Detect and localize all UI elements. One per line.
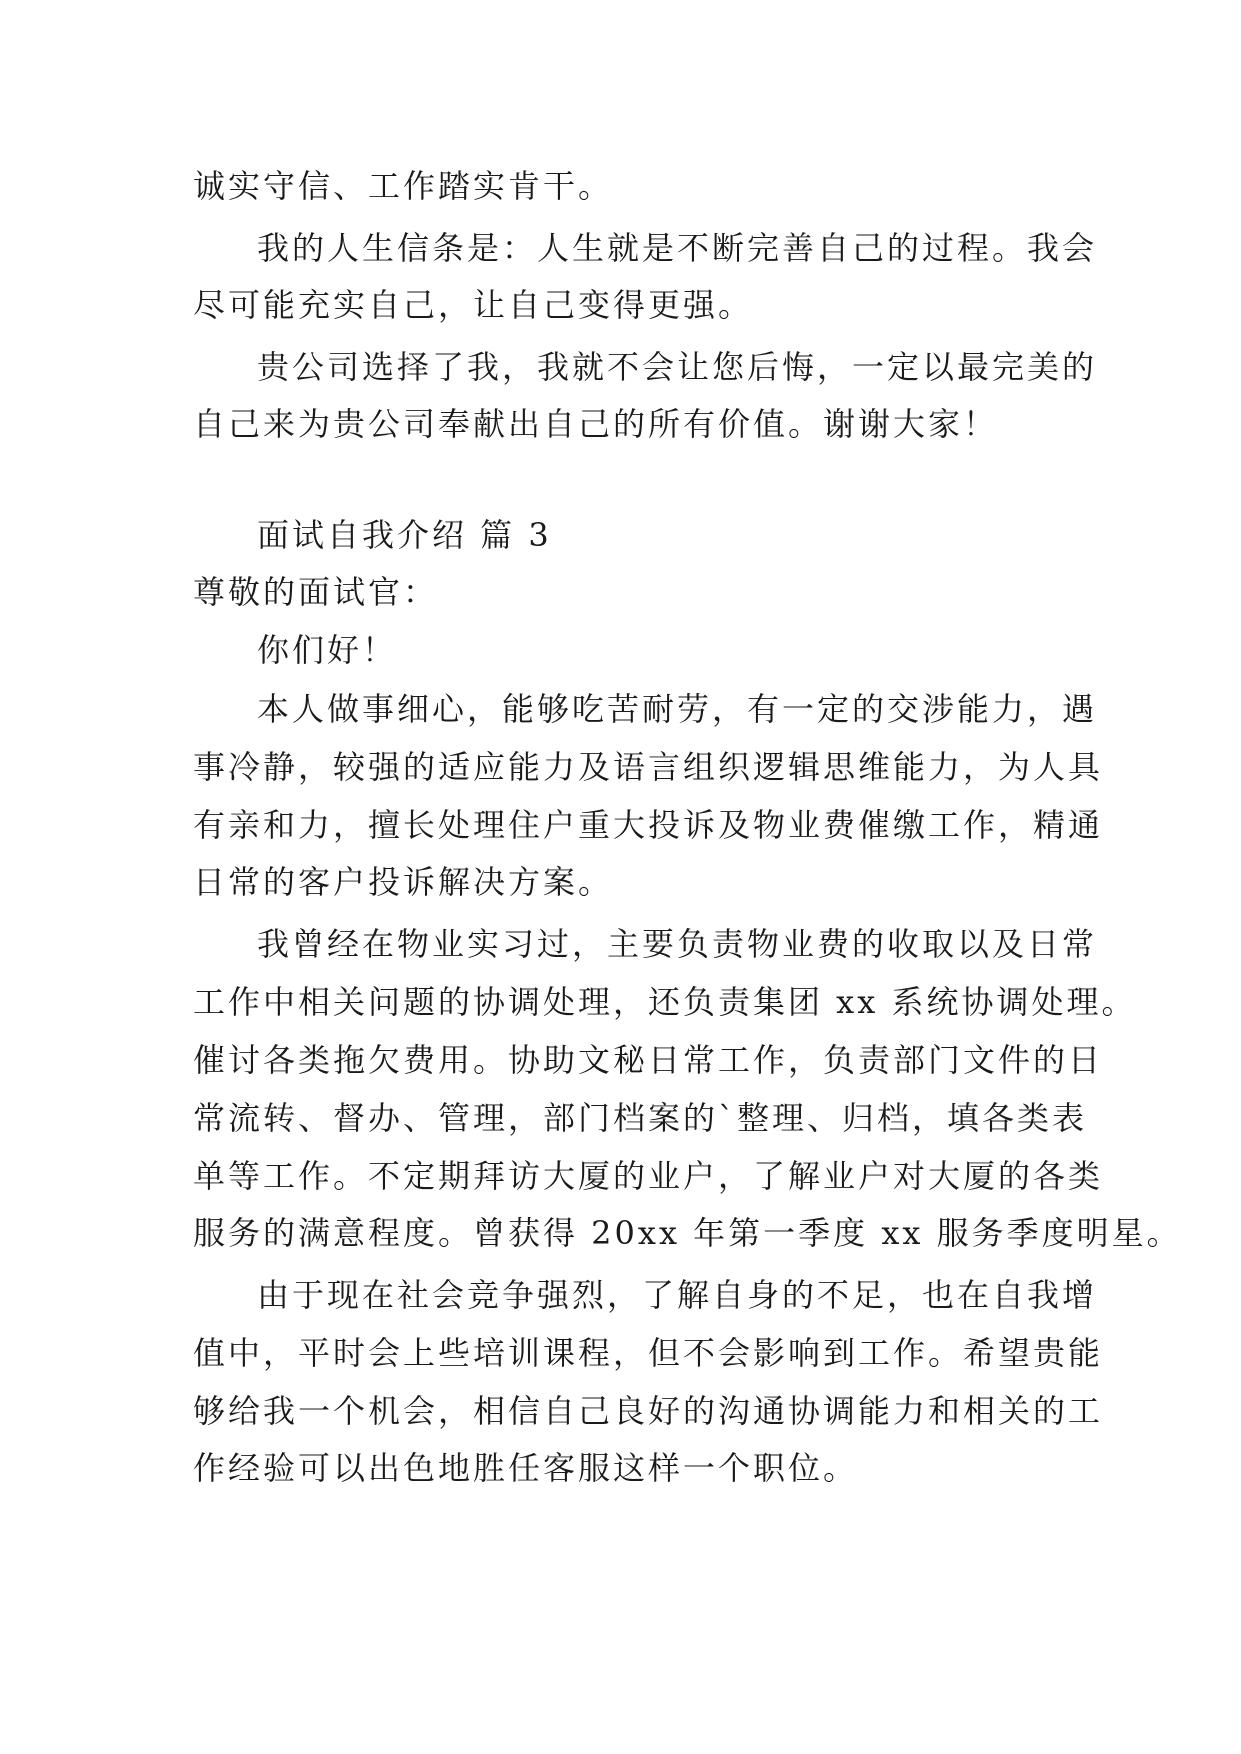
greeting: 你们好！ <box>257 631 398 669</box>
paragraph-line: 作经验可以出色地胜任客服这样一个职位。 <box>193 1449 859 1487</box>
paragraph-line: 由于现在社会竞争强烈，了解自身的不足，也在自我增 <box>257 1276 1098 1314</box>
paragraph-line: 常流转、督办、管理，部门档案的`整理、归档，填各类表 <box>193 1099 1088 1137</box>
salutation: 尊敬的面试官： <box>193 573 439 611</box>
paragraph-line: 工作中相关问题的协调处理，还负责集团 xx 系统协调处理。 <box>193 983 1137 1021</box>
paragraph-line: 我曾经在物业实习过，主要负责物业费的收取以及日常 <box>257 925 1098 963</box>
paragraph-line: 催讨各类拖欠费用。协助文秘日常工作，负责部门文件的日 <box>193 1041 1104 1079</box>
paragraph-line: 够给我一个机会，相信自己良好的沟通协调能力和相关的工 <box>193 1392 1104 1430</box>
paragraph-line: 诚实守信、工作踏实肯干。 <box>193 167 614 205</box>
paragraph-line: 贵公司选择了我，我就不会让您后悔，一定以最完美的 <box>257 348 1098 386</box>
paragraph-line: 尽可能充实自己，让自己变得更强。 <box>193 286 754 324</box>
paragraph-line: 服务的满意程度。曾获得 20xx 年第一季度 xx 服务季度明星。 <box>193 1214 1182 1252</box>
paragraph-line: 日常的客户投诉解决方案。 <box>193 863 614 901</box>
paragraph-line: 事冷静，较强的适应能力及语言组织逻辑思维能力，为人具 <box>193 748 1104 786</box>
section-heading: 面试自我介绍 篇 3 <box>257 516 552 554</box>
paragraph-line: 单等工作。不定期拜访大厦的业户，了解业户对大厦的各类 <box>193 1157 1104 1195</box>
paragraph-line: 有亲和力，擅长处理住户重大投诉及物业费催缴工作，精通 <box>193 806 1104 844</box>
paragraph-line: 值中，平时会上些培训课程，但不会影响到工作。希望贵能 <box>193 1334 1104 1372</box>
paragraph-line: 自己来为贵公司奉献出自己的所有价值。谢谢大家！ <box>193 405 999 443</box>
paragraph-line: 本人做事细心，能够吃苦耐劳，有一定的交涉能力，遇 <box>257 690 1098 728</box>
paragraph-line: 我的人生信条是：人生就是不断完善自己的过程。我会 <box>257 229 1098 267</box>
